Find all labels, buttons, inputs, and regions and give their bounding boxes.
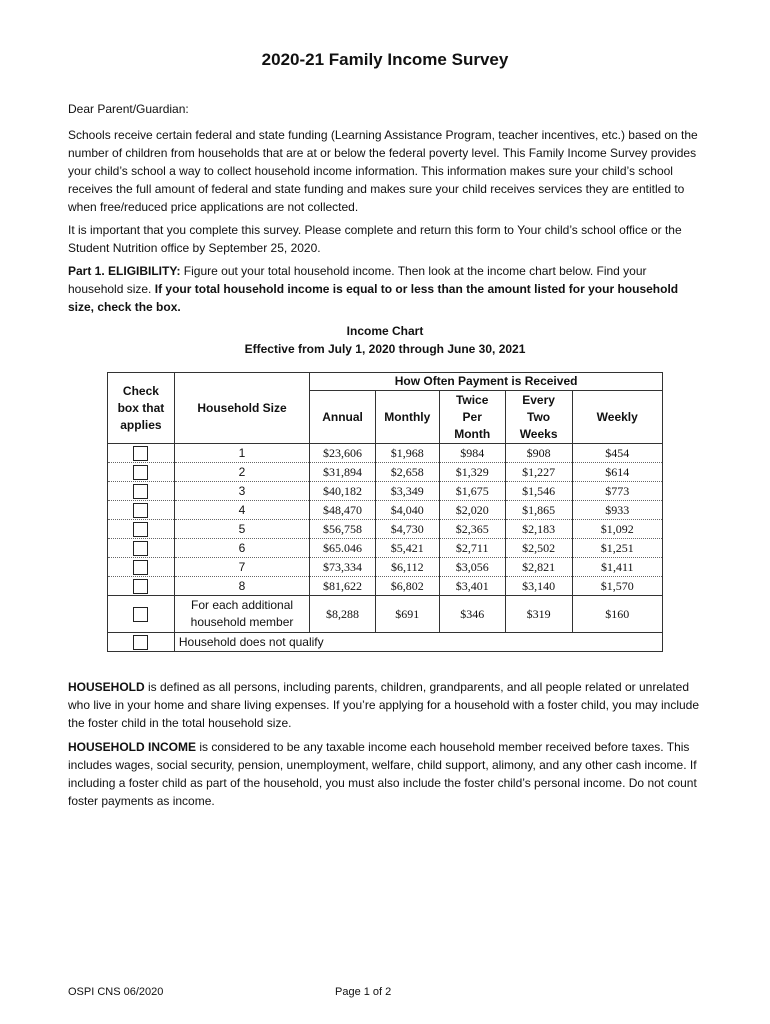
checkbox-cell	[108, 577, 175, 596]
checkbox-cell	[108, 444, 175, 463]
cell-monthly: $4,040	[375, 501, 439, 520]
cell-size: 2	[174, 463, 309, 482]
every-two-weeks-header: Every Two Weeks	[505, 391, 572, 444]
checkbox-cell	[108, 482, 175, 501]
form-code: OSPI CNS 06/2020	[68, 986, 164, 998]
income-row	[108, 577, 663, 596]
salutation: Dear Parent/Guardian:	[68, 102, 189, 116]
checkbox-cell	[108, 501, 175, 520]
cell-twice: $1,675	[439, 482, 505, 501]
additional-annual: $8,288	[310, 596, 376, 633]
not-qualify-label: Household does not qualify	[174, 633, 662, 652]
income-row	[108, 558, 663, 577]
additional-weekly: $160	[572, 596, 663, 633]
income-chart-table	[107, 372, 663, 652]
monthly-header: Monthly	[375, 391, 439, 444]
cell-every-two: $2,821	[505, 558, 572, 577]
cell-size: 4	[174, 501, 309, 520]
cell-weekly: $1,251	[572, 539, 663, 558]
chart-effective-date: Effective from July 1, 2020 through June 30, 2021	[244, 342, 526, 356]
cell-twice: $984	[439, 444, 505, 463]
checkbox-size-6[interactable]	[133, 541, 148, 556]
cell-annual: $40,182	[310, 482, 376, 501]
annual-header: Annual	[310, 391, 376, 444]
cell-monthly: $2,658	[375, 463, 439, 482]
cell-twice: $3,056	[439, 558, 505, 577]
checkbox-size-1[interactable]	[133, 446, 148, 461]
eligibility-bold-text: If your total household income is equal to or less than the amount listed for your household size, check the box.	[68, 282, 679, 314]
household-income-definition	[68, 738, 704, 810]
cell-monthly: $5,421	[375, 539, 439, 558]
cell-size: 1	[174, 444, 309, 463]
cell-every-two: $1,546	[505, 482, 572, 501]
cell-weekly: $454	[572, 444, 663, 463]
additional-every-two: $319	[505, 596, 572, 633]
chart-title: Income Chart	[346, 324, 424, 338]
cell-weekly: $773	[572, 482, 663, 501]
cell-monthly: $4,730	[375, 520, 439, 539]
checkbox-cell	[108, 539, 175, 558]
eligibility-text: Figure out your total household income. Then look at the income chart below. Find your household size.	[68, 264, 647, 296]
cell-monthly: $1,968	[375, 444, 439, 463]
checkbox-size-2[interactable]	[133, 465, 148, 480]
cell-weekly: $614	[572, 463, 663, 482]
cell-annual: $81,622	[310, 577, 376, 596]
cell-every-two: $908	[505, 444, 572, 463]
cell-every-two: $2,502	[505, 539, 572, 558]
checkbox-size-4[interactable]	[133, 503, 148, 518]
eligibility-instructions	[68, 262, 704, 316]
not-qualify-cell	[108, 633, 175, 652]
payment-frequency-header: How Often Payment is Received	[310, 373, 663, 391]
checkbox-cell	[108, 520, 175, 539]
cell-annual: $23,606	[310, 444, 376, 463]
household-definition	[68, 678, 704, 732]
income-row	[108, 520, 663, 539]
household-income-term: HOUSEHOLD INCOME	[68, 740, 197, 754]
cell-every-two: $1,865	[505, 501, 572, 520]
check-header: Check box that applies	[108, 373, 175, 444]
checkbox-size-8[interactable]	[133, 579, 148, 594]
household-income-text: is considered to be any taxable income each household member received before taxes. This includes wages, social security, pension, unemployment, welfare, child support, alimony, and any other cash income. If including a foster child as part of the household, you must also include the foster child’s personal income. Do not count foster payments as income.	[68, 740, 697, 808]
cell-monthly: $6,112	[375, 558, 439, 577]
checkbox-size-3[interactable]	[133, 484, 148, 499]
page-title: 2020-21 Family Income Survey	[261, 50, 509, 69]
cell-every-two: $1,227	[505, 463, 572, 482]
checkbox-size-7[interactable]	[133, 560, 148, 575]
checkbox-additional[interactable]	[133, 607, 148, 622]
income-row	[108, 539, 663, 558]
income-row	[108, 501, 663, 520]
cell-weekly: $1,092	[572, 520, 663, 539]
additional-monthly: $691	[375, 596, 439, 633]
cell-twice: $3,401	[439, 577, 505, 596]
cell-size: 6	[174, 539, 309, 558]
cell-monthly: $3,349	[375, 482, 439, 501]
cell-annual: $56,758	[310, 520, 376, 539]
cell-twice: $2,711	[439, 539, 505, 558]
eligibility-label: Part 1. ELIGIBILITY:	[68, 264, 181, 278]
cell-annual: $31,894	[310, 463, 376, 482]
household-term: HOUSEHOLD	[68, 680, 145, 694]
cell-twice: $1,329	[439, 463, 505, 482]
intro-paragraph: Schools receive certain federal and state funding (Learning Assistance Program, teacher incentives, etc.) based on the number of children from households that are at or below the federal poverty level. This Family Income Survey provides your child’s school a way to collect household income information. This information makes sure your child’s school receives the full amount of federal and state funding and makes sure your child receives services they are entitled to when free/reduced price applications are not collected.	[68, 128, 698, 214]
cell-annual: $73,334	[310, 558, 376, 577]
income-row	[108, 444, 663, 463]
checkbox-cell	[108, 558, 175, 577]
cell-size: 3	[174, 482, 309, 501]
checkbox-not-qualify[interactable]	[133, 635, 148, 650]
cell-size: 5	[174, 520, 309, 539]
cell-every-two: $3,140	[505, 577, 572, 596]
cell-annual: $65.046	[310, 539, 376, 558]
cell-every-two: $2,183	[505, 520, 572, 539]
cell-annual: $48,470	[310, 501, 376, 520]
cell-size: 7	[174, 558, 309, 577]
additional-member-label: For each additional household member	[174, 596, 309, 633]
cell-weekly: $1,570	[572, 577, 663, 596]
household-size-header: Household Size	[174, 373, 309, 444]
cell-twice: $2,365	[439, 520, 505, 539]
checkbox-cell	[108, 463, 175, 482]
cell-weekly: $1,411	[572, 558, 663, 577]
income-row	[108, 482, 663, 501]
income-row	[108, 463, 663, 482]
household-text: is defined as all persons, including parents, children, grandparents, and all people related or unrelated who live in your home and share living expenses. If you’re applying for a household with a foster child, you may include the foster child in the total household size.	[68, 680, 700, 730]
deadline-paragraph: It is important that you complete this survey. Please complete and return this form to Your child’s school office or the Student Nutrition office by September 25, 2020.	[68, 223, 682, 255]
checkbox-size-5[interactable]	[133, 522, 148, 537]
page-number: Page 1 of 2	[335, 986, 392, 998]
weekly-header: Weekly	[572, 391, 663, 444]
additional-twice: $346	[439, 596, 505, 633]
additional-member-cell	[108, 596, 175, 633]
cell-weekly: $933	[572, 501, 663, 520]
cell-size: 8	[174, 577, 309, 596]
cell-monthly: $6,802	[375, 577, 439, 596]
cell-twice: $2,020	[439, 501, 505, 520]
twice-per-month-header: Twice Per Month	[439, 391, 505, 444]
